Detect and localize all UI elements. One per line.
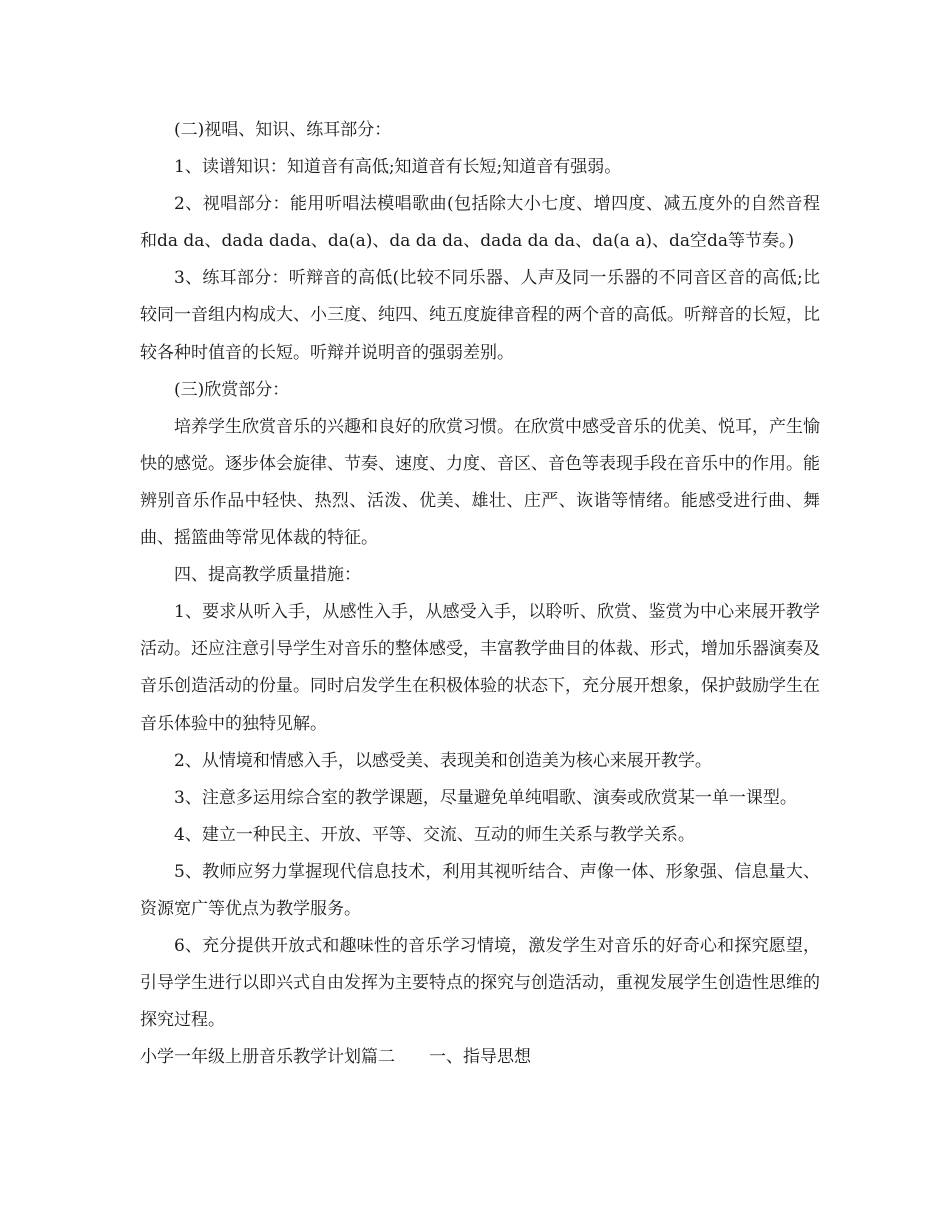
paragraph-sight-singing: 2、视唱部分：能用听唱法模唱歌曲(包括除大小七度、增四度、减五度外的自然音程和da da、dada dada、da(a)、da da da、dada da da、da(a a)、da空da等节奏。) [140,194,820,252]
paragraph-measure-2: 2、从情境和情感入手，以感受美、表现美和创造美为核心来展开教学。 [174,750,712,771]
paragraph-ear-training: 3、练耳部分：听辩音的高低(比较不同乐器、人声及同一乐器的不同音区音的高低;比较同一音组内构成大、小三度、纯四、纯五度旋律音程的两个音的高低。听辩音的长短，比较各种时值音的长短。听辩并说明音的强弱差别。 [140,268,820,363]
paragraph-reading-knowledge: 1、读谱知识：知道音有高低;知道音有长短;知道音有强弱。 [174,157,622,178]
paragraph-measure-1: 1、要求从听入手，从感性入手，从感受入手，以聆听、欣赏、鉴赏为中心来展开教学活动。还应注意引导学生对音乐的整体感受，丰富教学曲目的体裁、形式，增加乐器演奏及音乐创造活动的份量。同时启发学生在积极体验的状态下，充分展开想象，保护鼓励学生在音乐体验中的独特见解。 [140,602,820,734]
document-page [140,112,820,1076]
paragraph-measure-3: 3、注意多运用综合室的教学课题，尽量避免单纯唱歌、演奏或欣赏某一单一课型。 [174,787,797,808]
next-section-title: 小学一年级上册音乐教学计划篇二 一、指导思想 [140,1047,531,1068]
section-heading-listening: (二)视唱、知识、练耳部分： [174,120,392,140]
paragraph-appreciation: 培养学生欣赏音乐的兴趣和良好的欣赏习惯。在欣赏中感受音乐的优美、悦耳，产生愉快的感觉。逐步体会旋律、节奏、速度、力度、音区、音色等表现手段在音乐中的作用。能辨别音乐作品中轻快、热烈、活泼、优美、雄壮、庄严、诙谐等情绪。能感受进行曲、舞曲、摇篮曲等常见体裁的特征。 [140,416,820,549]
section-heading-appreciation: (三)欣赏部分： [174,379,290,400]
section-heading-measures: 四、提高教学质量措施： [174,565,361,586]
paragraph-measure-5: 5、教师应努力掌握现代信息技术，利用其视听结合、声像一体、形象强、信息量大、资源宽广等优点为教学服务。 [140,861,820,919]
paragraph-measure-4: 4、建立一种民主、开放、平等、交流、互动的师生关系与教学关系。 [174,824,695,845]
paragraph-measure-6: 6、充分提供开放式和趣味性的音乐学习情境，激发学生对音乐的好奇心和探究愿望，引导学生进行以即兴式自由发挥为主要特点的探究与创造活动，重视发展学生创造性思维的探究过程。 [140,936,820,1031]
